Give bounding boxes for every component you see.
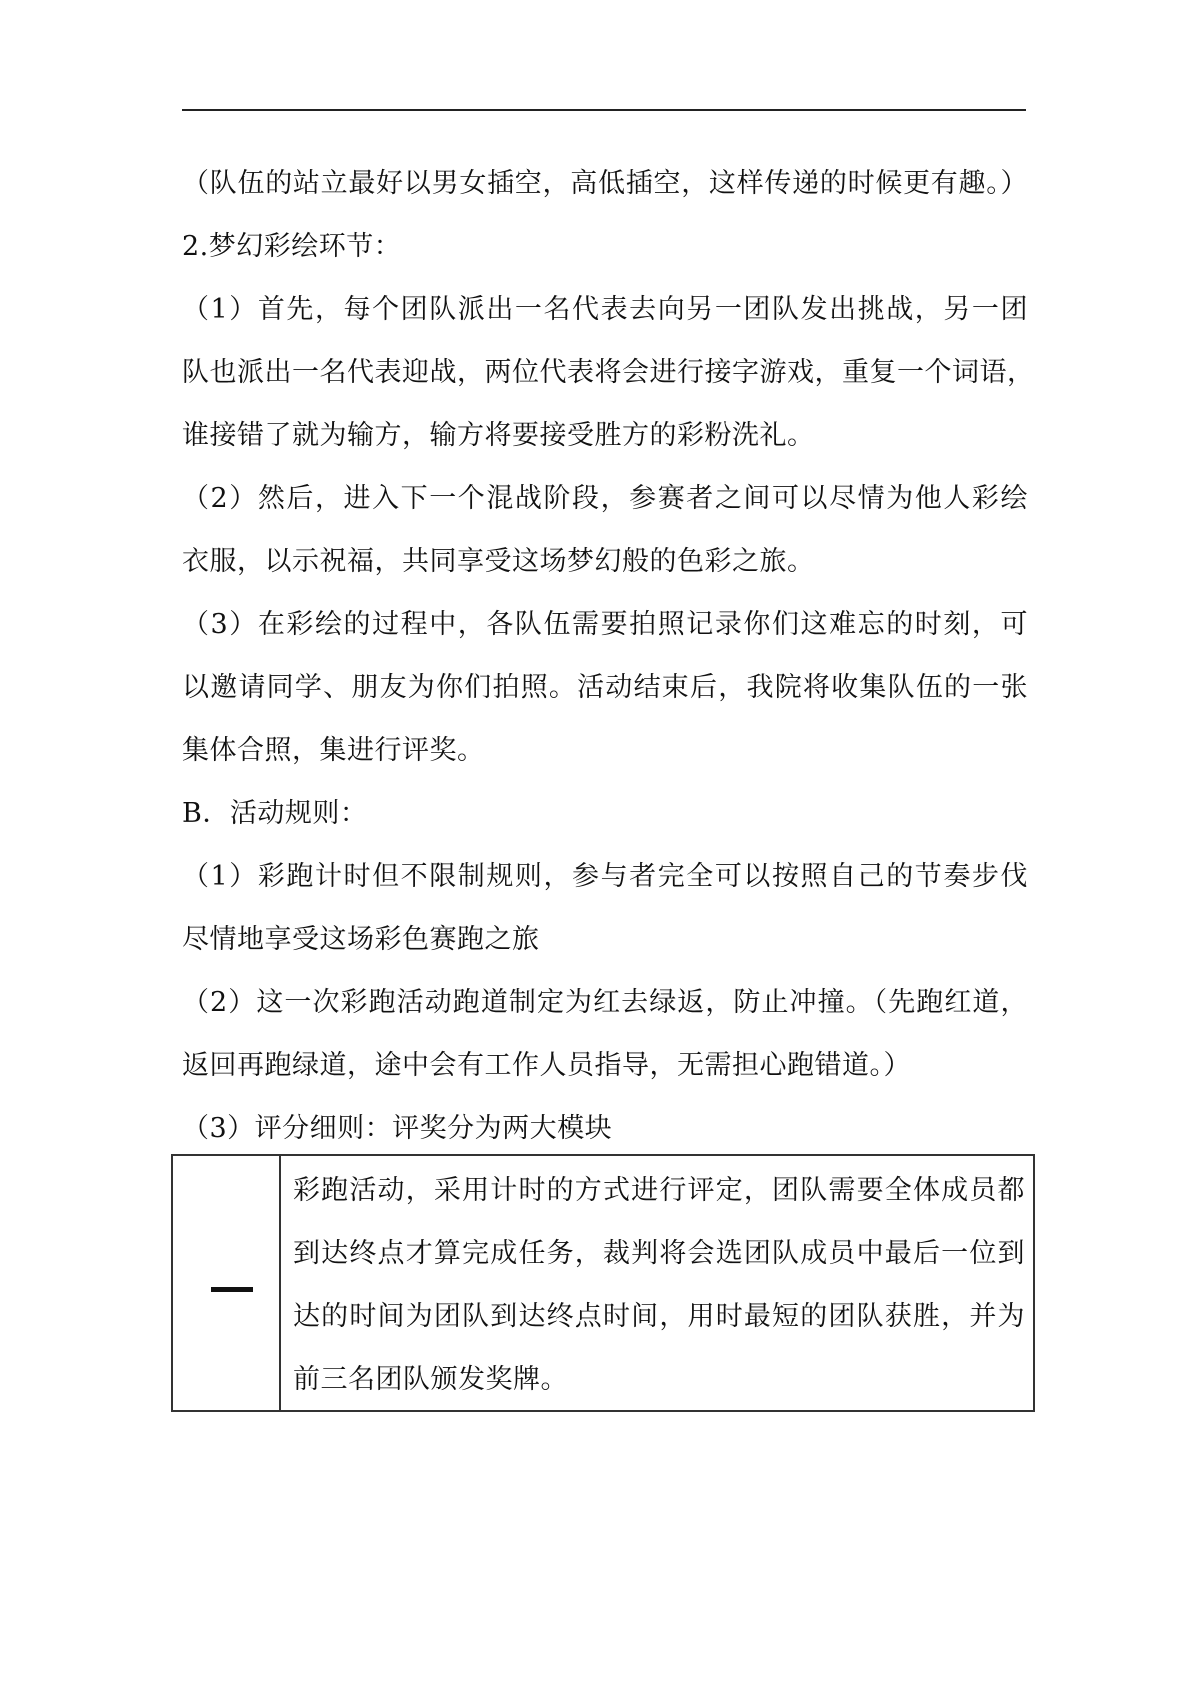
table-number-mark [211, 1287, 253, 1292]
paragraph-line: （1）首先，每个团队派出一名代表去向另一团队发出挑战，另一团 [182, 294, 1028, 325]
table-number-text [173, 1156, 174, 1157]
paragraph-line: （3）在彩绘的过程中，各队伍需要拍照记录你们这难忘的时刻，可 [182, 609, 1028, 640]
paragraph-line: 以邀请同学、朋友为你们拍照。活动结束后，我院将收集队伍的一张 [182, 672, 1028, 703]
header-rule [182, 109, 1026, 111]
paragraph-line: 集体合照，集进行评奖。 [182, 735, 485, 766]
table-text-line: 彩跑活动，采用计时的方式进行评定，团队需要全体成员都 [293, 1175, 1025, 1206]
table-text-line: 前三名团队颁发奖牌。 [293, 1364, 568, 1395]
section-heading: B．活动规则： [182, 798, 368, 829]
paragraph-line: （2）然后，进入下一个混战阶段，参赛者之间可以尽情为他人彩绘 [182, 483, 1028, 514]
paragraph-line: （2）这一次彩跑活动跑道制定为红去绿返，防止冲撞。（先跑红道， [182, 987, 1028, 1018]
table-text-cell [281, 1156, 1033, 1410]
document-body [182, 152, 1035, 1160]
table-number-cell [173, 1156, 281, 1410]
paragraph-line: 返回再跑绿道，途中会有工作人员指导，无需担心跑错道。） [182, 1050, 911, 1081]
paragraph-line: 谁接错了就为输方，输方将要接受胜方的彩粉洗礼。 [182, 420, 815, 451]
paragraph-line: 队也派出一名代表迎战，两位代表将会进行接字游戏，重复一个词语， [182, 357, 1035, 388]
paragraph-line: （1）彩跑计时但不限制规则，参与者完全可以按照自己的节奏步伐 [182, 861, 1028, 892]
paragraph-line: （3）评分细则：评奖分为两大模块 [182, 1113, 613, 1144]
paragraph-line: 衣服，以示祝福，共同享受这场梦幻般的色彩之旅。 [182, 546, 815, 577]
table-text-line: 到达终点才算完成任务，裁判将会选团队成员中最后一位到 [293, 1238, 1025, 1269]
paragraph-line: 尽情地享受这场彩色赛跑之旅 [182, 924, 540, 955]
paragraph-line: （队伍的站立最好以男女插空，高低插空，这样传递的时候更有趣。） [182, 168, 1028, 199]
section-heading: 2.梦幻彩绘环节： [182, 231, 402, 262]
table-text-line: 达的时间为团队到达终点时间，用时最短的团队获胜，并为 [293, 1301, 1025, 1332]
score-table [171, 1154, 1035, 1412]
